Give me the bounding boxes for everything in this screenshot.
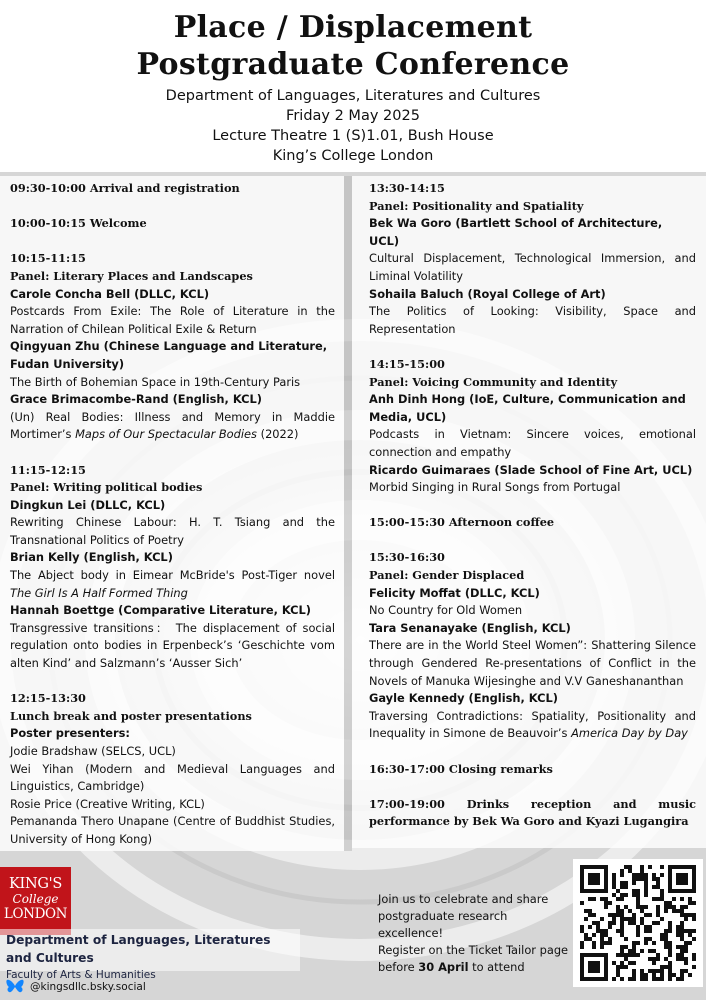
welcome-item: 10:00-10:15 Welcome: [10, 216, 147, 231]
panel-title: Panel: Literary Places and Landscapes: [10, 268, 253, 283]
speaker-name: Brian Kelly (English, KCL): [10, 550, 173, 565]
session-time: 10:15-11:15: [10, 251, 86, 266]
panel-title: Panel: Positionality and Spatiality: [369, 198, 584, 213]
talk-title: The Abject body in Eimear McBride's Post-Tiger novel The Girl Is A Half Formed Thing: [10, 568, 335, 600]
speaker-name: Hannah Boettge (Comparative Literature, KCL): [10, 603, 312, 618]
talk-title: (Un) Real Bodies: Illness and Memory in Maddie Mortimer’s Maps of Our Spectacular Bodies (2022): [10, 409, 335, 442]
speaker-name: Ricardo Guimaraes (Slade School of Fine Art, UCL): [369, 462, 693, 477]
talk-title: There are in the World Steel Women”: Shattering Silence through Gendered Re-presentations of Conflict in the Novels of Manuka Wijesinghe and V.V Ganeshananthan: [369, 638, 696, 688]
panel-title: Panel: Writing political bodies: [10, 480, 203, 495]
kings-college-london-logo: KING'S College LONDON: [0, 867, 71, 935]
talk-title: Traversing Contradictions: Spatiality, Positionality and Inequality in Simone de Beauvoir’s America Day by Day: [369, 708, 696, 741]
talk-title: Rewriting Chinese Labour: H. T. Tsiang and the Transnational Politics of Poetry: [10, 515, 335, 547]
footer-branding: [0, 852, 352, 1000]
poster-presenter: Rosie Price (Creative Writing, KCL): [10, 796, 205, 811]
header: [0, 0, 706, 172]
session-time: 14:15-15:00: [369, 356, 445, 371]
registration-promo: Join us to celebrate and share postgraduate research excellence! Register on the Ticket Tailor page before 30 April to attend: [378, 892, 569, 974]
faculty-name: Faculty of Arts & Humanities: [6, 969, 156, 981]
speaker-name: Felicity Moffat (DLLC, KCL): [369, 585, 540, 600]
speaker-name: Dingkun Lei (DLLC, KCL): [10, 497, 166, 512]
department-line: Department of Languages, Literatures and Cultures: [165, 88, 541, 104]
speaker-name: Tara Senanayake (English, KCL): [369, 620, 571, 635]
talk-title: Postcards From Exile: The Role of Literature in the Narration of Chilean Political Exile & Return: [10, 304, 335, 336]
column-divider: [344, 176, 352, 851]
talk-title: No Country for Old Women: [369, 603, 523, 618]
date-line: Friday 2 May 2025: [286, 108, 420, 124]
venue-line: Lecture Theatre 1 (S)1.01, Bush House: [212, 128, 494, 144]
talk-title: Podcasts in Vietnam: Sincere voices, emotional connection and empathy: [369, 427, 696, 459]
session-time: 13:30-14:15: [369, 181, 445, 195]
bluesky-handle-text: @kingsdllc.bsky.social: [30, 981, 146, 993]
session-time: 12:15-13:30: [10, 691, 86, 706]
session-time: 15:30-16:30: [369, 550, 445, 565]
talk-title: The Politics of Looking: Visibility, Space and Representation: [369, 304, 696, 336]
qr-code[interactable]: [573, 859, 703, 987]
speaker-name: Carole Concha Bell (DLLC, KCL): [10, 286, 210, 301]
speaker-name: Bek Wa Goro (Bartlett School of Architecture, UCL): [369, 216, 663, 248]
speaker-name: Qingyuan Zhu (Chinese Language and Literature, Fudan University): [10, 339, 328, 371]
institution-line: King’s College London: [272, 148, 434, 164]
poster-presenter: Jodie Bradshaw (SELCS, UCL): [10, 744, 176, 758]
talk-title: Cultural Displacement, Technological Immersion, and Liminal Volatility: [369, 251, 696, 283]
talk-title: The Birth of Bohemian Space in 19th-Century Paris: [10, 374, 301, 389]
reception-item: 17:00-19:00 Drinks reception and music performance by Bek Wa Goro and Kyazi Lugangira: [369, 796, 696, 829]
department-name: Department of Languages, Literatures and Cultures: [6, 933, 271, 965]
talk-title: Morbid Singing in Rural Songs from Portugal: [369, 480, 621, 495]
speaker-name: Anh Dinh Hong (IoE, Culture, Communication and Media, UCL): [369, 392, 686, 424]
arrival-item: 09:30-10:00 Arrival and registration: [10, 181, 240, 195]
poster-presenter: Pemananda Thero Unapane (Centre of Buddhist Studies, University of Hong Kong): [10, 814, 335, 846]
conference-title-line2: Postgraduate Conference: [136, 47, 570, 82]
speaker-name: Gayle Kennedy (English, KCL): [369, 691, 558, 706]
poster-presenter: Wei Yihan (Modern and Medieval Languages and Linguistics, Cambridge): [10, 761, 335, 794]
bluesky-handle[interactable]: [6, 978, 146, 996]
bluesky-butterfly-icon: [6, 979, 24, 995]
programme-right-column: [352, 176, 706, 848]
closing-item: 16:30-17:00 Closing remarks: [369, 761, 553, 776]
coffee-item: 15:00-15:30 Afternoon coffee: [369, 515, 555, 530]
panel-title: Lunch break and poster presentations: [10, 708, 252, 723]
panel-title: Panel: Gender Displaced: [369, 568, 525, 583]
talk-title: Transgressive transitions： The displacement of social regulation onto bodies in Erpenbeck’s ‘Geschichte vom alten Kind’ and Salzmann’s ‘Ausser Sich’: [10, 620, 335, 671]
qr-code-graphic: [573, 859, 703, 987]
department-banner: [0, 929, 300, 981]
panel-title: Panel: Voicing Community and Identity: [369, 374, 618, 389]
speaker-name: Grace Brimacombe-Rand (English, KCL): [10, 392, 262, 407]
conference-title-line1: Place / Displacement: [173, 10, 533, 45]
programme-left-column: [0, 176, 344, 851]
session-time: 11:15-12:15: [10, 462, 86, 477]
posters-label: Poster presenters:: [10, 726, 130, 741]
speaker-name: Sohaila Baluch (Royal College of Art): [369, 286, 606, 301]
